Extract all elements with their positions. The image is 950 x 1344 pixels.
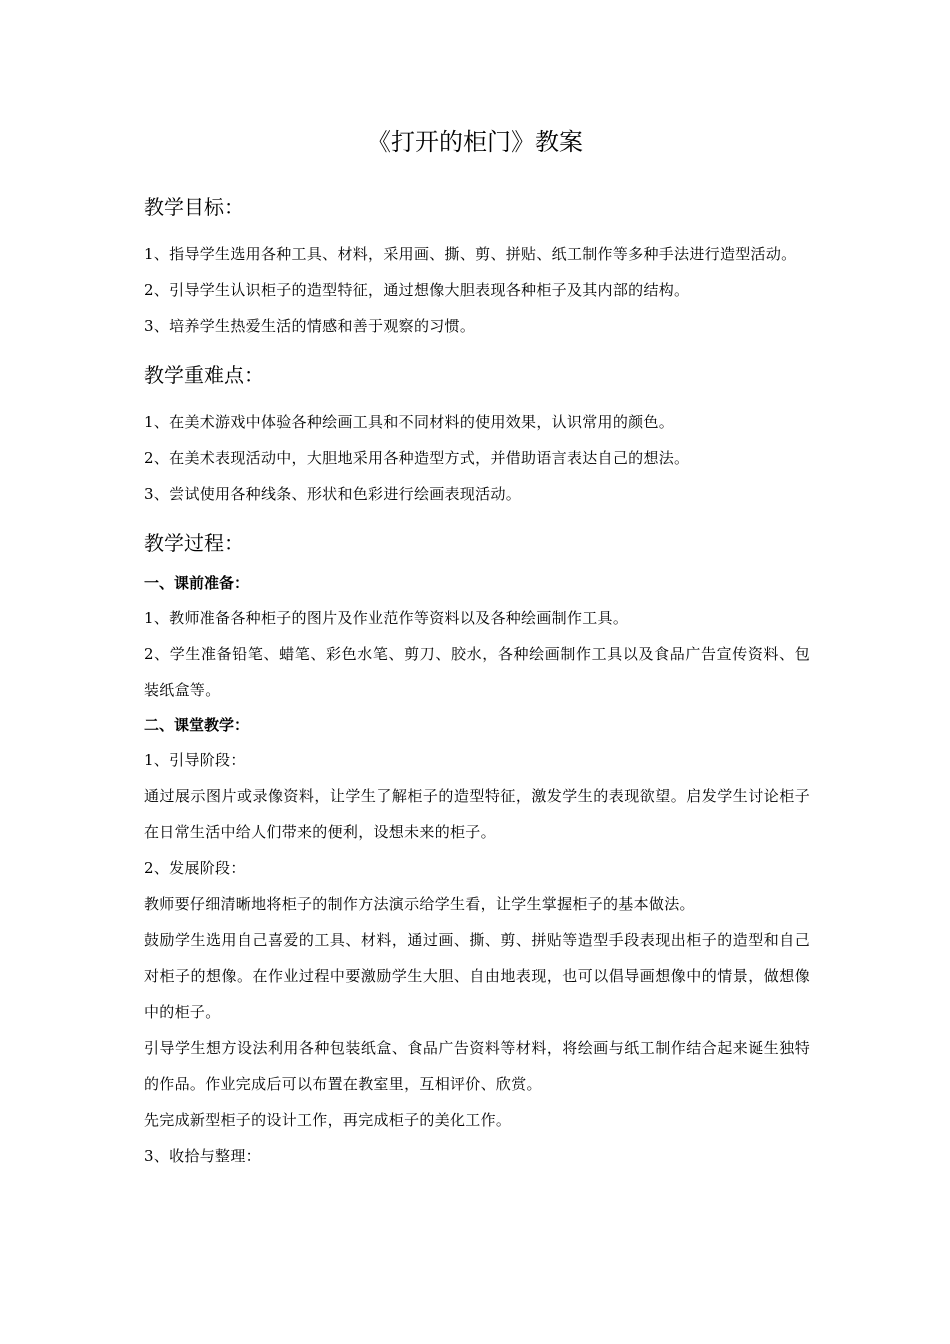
stage2-paragraph: 鼓励学生选用自己喜爱的工具、材料，通过画、撕、剪、拼贴等造型手段表现出柜子的造型和自己对柜子的想像。在作业过程中要激励学生大胆、自由地表现，也可以倡导画想像中的情景，做想像中的柜子。 [144, 931, 810, 1021]
objective-item: 1、指导学生选用各种工具、材料，采用画、撕、剪、拼贴、纸工制作等多种手法进行造型活动。 [144, 245, 797, 263]
key-point-item: 3、尝试使用各种线条、形状和色彩进行绘画表现活动。 [144, 485, 522, 503]
objective-item: 3、培养学生热爱生活的情感和善于观察的习惯。 [144, 317, 476, 335]
key-points-heading: 教学重难点： [144, 363, 264, 387]
key-point-item: 2、在美术表现活动中，大胆地采用各种造型方式，并借助语言表达自己的想法。 [144, 449, 690, 467]
prep-item: 1、教师准备各种柜子的图片及作业范作等资料以及各种绘画制作工具。 [144, 609, 629, 627]
prep-item: 2、学生准备铅笔、蜡笔、彩色水笔、剪刀、胶水，各种绘画制作工具以及食品广告宣传资料、包装纸盒等。 [144, 645, 810, 699]
stage2-paragraph: 教师要仔细清晰地将柜子的制作方法演示给学生看，让学生掌握柜子的基本做法。 [144, 895, 695, 913]
process-heading: 教学过程： [144, 531, 244, 555]
stage3-label: 3、收拾与整理： [144, 1147, 261, 1165]
stage2-label: 2、发展阶段： [144, 859, 246, 877]
key-point-item: 1、在美术游戏中体验各种绘画工具和不同材料的使用效果，认识常用的颜色。 [144, 413, 675, 431]
prep-heading: 一、课前准备： [144, 574, 250, 592]
objectives-heading: 教学目标： [144, 195, 244, 219]
stage1-label: 1、引导阶段： [144, 751, 246, 769]
objective-item: 2、引导学生认识柜子的造型特征，通过想像大胆表现各种柜子及其内部的结构。 [144, 281, 690, 299]
stage2-paragraph: 引导学生想方设法利用各种包装纸盒、食品广告资料等材料，将绘画与纸工制作结合起来诞生独特的作品。作业完成后可以布置在教室里，互相评价、欣赏。 [144, 1039, 810, 1093]
stage1-text: 通过展示图片或录像资料，让学生了解柜子的造型特征，激发学生的表现欲望。启发学生讨论柜子在日常生活中给人们带来的便利，设想未来的柜子。 [144, 787, 810, 841]
document-body [144, 190, 810, 1174]
stage2-paragraph: 先完成新型柜子的设计工作，再完成柜子的美化工作。 [144, 1111, 512, 1129]
document-title: 《打开的柜门》教案 [367, 128, 583, 156]
class-heading: 二、课堂教学： [144, 716, 250, 734]
